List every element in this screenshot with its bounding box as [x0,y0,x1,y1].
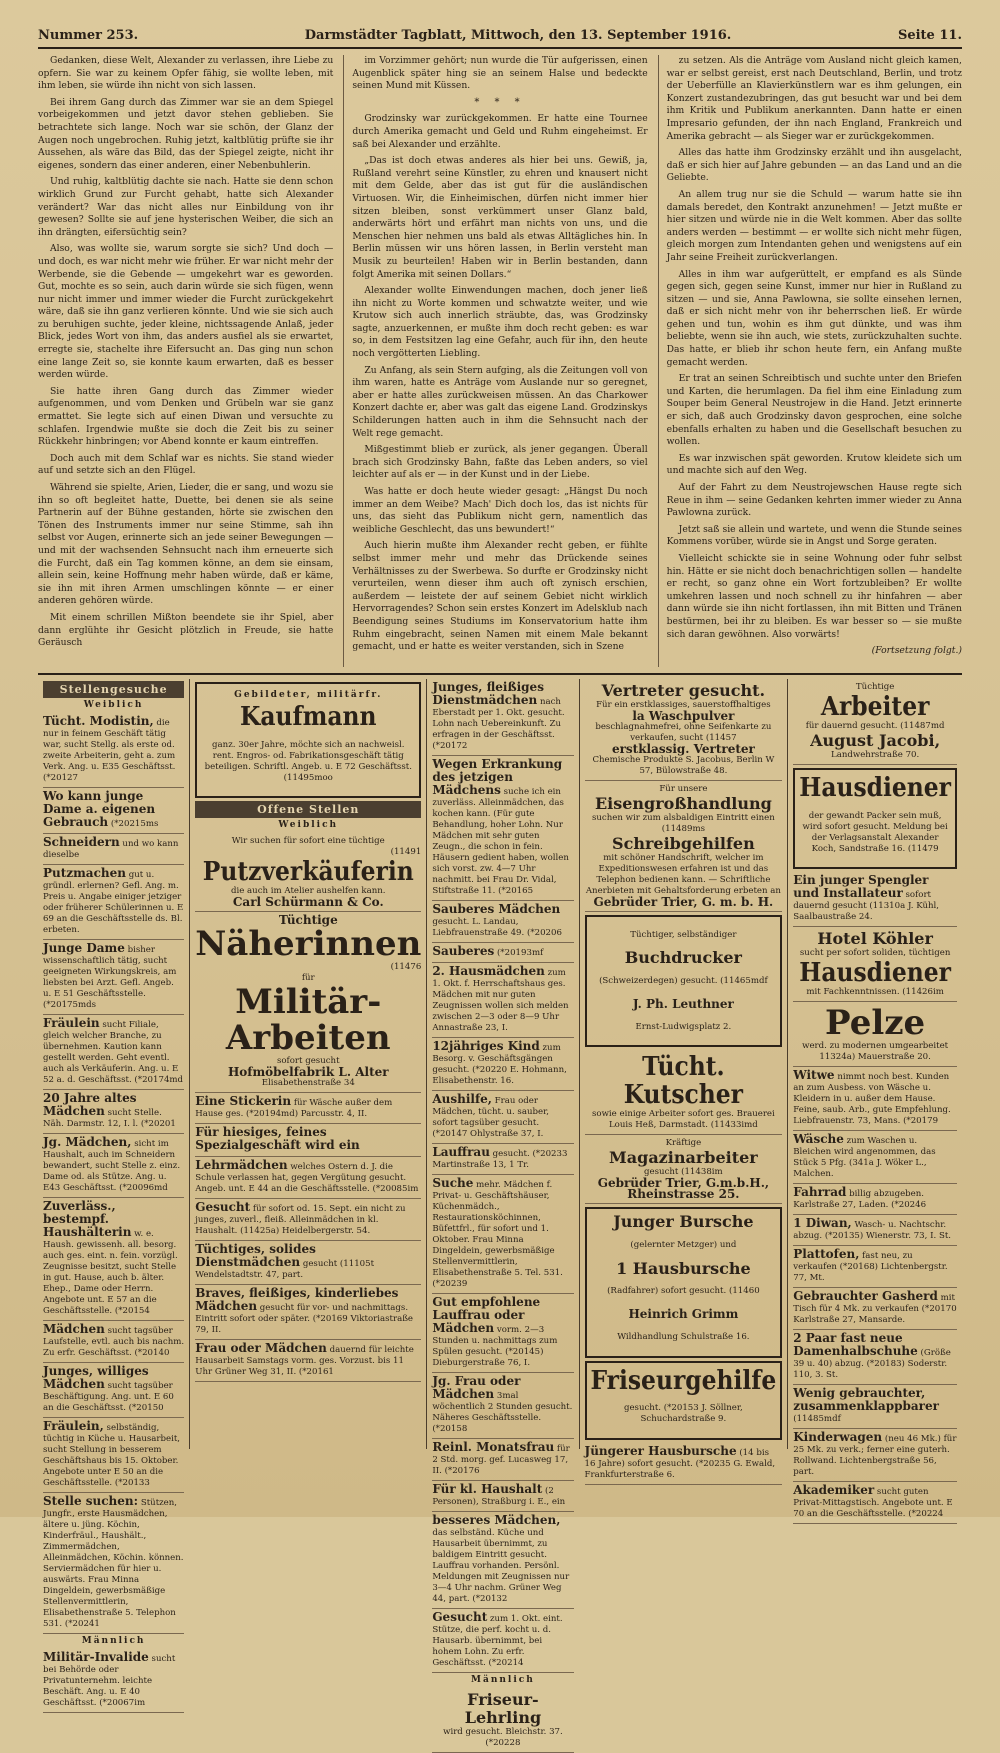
paragraph: Zu Anfang, als sein Stern aufging, als die Zeitungen voll von ihm waren, hatte es Anträge vom Auslande nur so geregnet, aber er hatte alles zurückweisen müssen. An das Charkower Konzert dachte er, aber was galt das eigene Land. Grodzinskys Schilderungen hatten auch in ihm die Sehnsucht nach der Welt rege gemacht. [352,364,648,439]
ad-lead: Tüchtiges, solides Dienstmädchen [195,1242,316,1270]
ad-text: beschlagnahmefrei, ohne Seifenkarte zu verkaufen, sucht (11457 [595,722,772,743]
ads-column-3 [426,679,578,1748]
ad-address: Elisabethenstraße 34 [261,1078,355,1089]
ad-lead: Junge Dame [43,941,125,955]
ad-bursche [585,1207,783,1357]
ad-text: Stützen, Jungfr., erste Hausmädchen, ältere u. jüng. Köchin, Kinderfräul., Haushält., Zimmermädchen, Alleinmädchen, Köchin. können. Serviermädchen für hier u. auswärts. Frau Minna Dingeldein, gewerbsmäßige Stellenvermittlerin, Elisabethenstraße 5. Telephon 531. (*20241 [43,1498,184,1629]
paragraph: Auf der Fahrt zu dem Neustrojewschen Hause regte sich Reue in ihm — seine Gedanken kehrten immer wieder zu Anna Pawlowna zurück. [666,482,962,519]
ads-column-1 [38,679,189,1708]
ad-text: sucht Stelle. Näh. Darmstr. 12, I. l. (*20201 [43,1108,176,1129]
ad-text: sucht per sofort soliden, tüchtigen [799,948,951,959]
subsection-female: Weiblich [83,700,144,710]
ad-friseurgehilfe [585,1361,783,1440]
ad-headline: Tücht. Kutscher [623,1052,743,1111]
ad-text: sucht tagsüber Beschäftigung. Ang. unt. E 60 an die Geschäftsst. (*20150 [43,1381,174,1413]
ad-headline: Friseurgehilfe [590,1365,777,1396]
classified-ad [43,1134,184,1198]
ad-text: das selbständ. Küche und Hausarbeit übernimmt, zu baldigem Eintritt gesucht. Lauffrau vorhanden. Persönl. Meldungen mit Zeugnissen nur 3—4 Uhr nachm. Grüner Weg 44, part. (*20132 [432,1528,570,1604]
ad-naeherinnen [195,912,421,1093]
subsection-female: Weiblich [278,820,339,831]
ad-text: mit schöner Handschrift, welcher im Expeditionswesen erfahren ist und das Telephon bedienen kann. — Schriftliche Anerbieten mit Gehaltsforderung erbeten an [585,853,781,896]
paragraph: Also, was wollte sie, warum sorgte sie sich? Und doch — und doch, es war nicht mehr wie früher. Er war nicht mehr der Werbende, sie die Gebende — umgekehrt war es geworden. Gut, mochte es so sein, auch darin würde sie sich fügen, wenn nur nicht immer und immer wieder die Furcht zurückgekehrt wäre, daß sie ihn ganz verlieren könnte. Und wie sie sich auch zu beruhigen suchte, jeder kleine, nichtssagende Anlaß, jeder Blick, jedes Wort von ihm, das anders ausfiel als sie erwartet, erregte sie, stachelte ihre Eifersucht an. Das ging nun schon eine lange Zeit so, sie konnte kaum erwarten, daß es besser werden würde. [38,243,334,381]
ad-text: (Radfahrer) sofort gesucht. (11460 [607,1286,760,1297]
ad-lead: Stelle suchen: [43,1494,139,1508]
classified-ad [432,756,573,901]
ad-lead: Putzmachen [43,866,126,880]
ad-text: sucht guten Privat-Mittagstisch. Angebote unt. E 70 an die Geschäftsstelle. (*20224 [793,1487,953,1520]
classified-ad [432,1609,573,1673]
paragraph: Alles in ihm war aufgerüttelt, er empfand es als Sünde gegen sich, gegen seine Kunst, immer nur hier in Rußland zu sitzen — und sie, Anna Pawlowna, sie sollte einsehen lernen, daß er sich nicht mehr von ihr beherrschen ließ. Er würde gehen und tun, wohin es ihm gut dünkte, und was ihm beliebte, wenn sie ihn auch, wie stets, zurückzuhalten suchte. Das hatte, er blieb ihr schon heute fern, ein Anfang mußte gemacht werden. [666,268,962,368]
ad-number: (11491 [390,847,422,858]
ad-headline: Junger Bursche [613,1212,754,1232]
ad-lead: 20 Jahre altes Mädchen [43,1091,137,1118]
ad-hausdiener [793,768,957,869]
ad-text: zum Besorg. v. Geschäftsgängen gesucht. (*20220 E. Hohmann, Elisabethenstr. 16. [432,1043,567,1086]
page-number-left: Nummer 253. [38,28,139,43]
section-separator: * * * [474,96,526,108]
ad-lead: Zuverläss., bestempf. Haushälterin [43,1199,132,1239]
classified-ad [43,788,184,834]
ad-lead: Wegen Erkrankung des jetzigen Mädchens [432,757,563,797]
ad-lead: Frau oder Mädchen [195,1341,327,1356]
classified-ad [793,1385,957,1429]
ad-text: sowie einige Arbeiter sofort ges. Brauerei Louis Heß, Darmstadt. (11433imd [591,1109,775,1131]
ad-text: gesucht. (*20233 Martinstraße 13, 1 Tr. [432,1149,568,1170]
classified-ad [43,940,184,1015]
classified-ad [43,1321,184,1363]
ad-lead: Ein junger Spengler und Installateur [793,873,929,901]
ad-text: gesucht (11105t Wendelstadtstr. 47, part. [195,1259,375,1281]
classified-ad [432,1294,573,1373]
ad-text: w. e. Haush. gewissenh. all. besorg. auch ges. eint. n. fein. vorzügl. Zeugnisse besitzt, sucht Stelle in gut. Hause, auch b. älter. Ehep., Dame oder Herrn. Angebote unt. E 57 an die Geschäftsstelle. (*20154 [43,1229,178,1316]
paragraph: Jetzt saß sie allein und wartete, und wenn die Stunde seines Kommens vorüber, würde sie in Angst und Sorge geraten. [666,523,962,548]
ad-kutscher [585,1050,783,1135]
ad-text: Frau oder Mädchen, tücht. u. sauber, sofort tagsüber gesucht. (*20147 Ohlystraße 37, I. [432,1096,549,1139]
ad-lead: Jüngerer Hausbursche [584,1443,737,1458]
ad-headline-2: 1 Hausbursche [616,1258,751,1278]
paragraph: Und ruhig, kaltblütig dachte sie nach. Hatte sie denn schon wirklich Grund zur Furcht gehabt, hatte sich Alexander verändert? War das nicht alles nur Einbildung von ihr gewesen? Sollte sie auf jene hysterischen Weiber, die sich an ihn drängten, eifersüchtig sein? [38,176,334,238]
classified-ad [195,1199,421,1241]
ad-text: werd. zu modernen umgearbeitet 11324a) Mauerstraße 20. [802,1041,949,1063]
ad-headline-2: Schreibgehilfen [612,834,755,853]
paragraph: Er trat an seinen Schreibtisch und suchte unter den Briefen und Karten, die herumlagen. Da fiel ihm eine Einladung zum Souper beim General Neustrojew in die Hand. Jetzt erinnerte er sich, daß auch Grodzinsky davon gesprochen, eine solche ebenfalls erhalten zu haben und die Gesellschaft besuchen zu wollen. [666,373,962,448]
paragraph: Während sie spielte, Arien, Lieder, die er sang, und wozu sie ihn so oft begleitet hatte, Duette, bei denen sie als seine Partnerin auf der Bühne gestanden, hörte sie zwischen den Tönen des Instruments immer nur seine Stimme, sah ihn selbst vor Augen, erinnerte sich an jede seiner Bewegungen — und mit der wachsenden Sehnsucht nach ihm erneuerte sich die Furcht, daß ein Tag kommen könne, an dem sie einsam, allein sein, keine Hoffnung mehr haben würde, daß er käme, sie ihn mit ihren Armen umschlingen könnte — er einer anderen gehören würde. [38,482,334,607]
ad-text: (2 Personen), Straßburg i. E., ein [432,1486,566,1507]
paragraph: im Vorzimmer gehört; nun wurde die Tür aufgerissen, einen Augenblick später hing sie an seinem Halse und bedeckte seinen Mund mit Küssen. [352,55,648,92]
ad-subhead: erstklassig. Vertreter [611,742,755,756]
ad-address: Ernst-Ludwigsplatz 2. [635,1021,732,1032]
ad-lead: Lauffrau [432,1145,490,1159]
ad-text: die auch im Atelier aushelfen kann. [230,886,386,897]
ad-firm: Heinrich Grimm [628,1307,739,1322]
ad-top: Kräftige [665,1138,702,1149]
paragraph: Mißgestimmt blieb er zurück, als jener gegangen. Überall brach sich Grodzinsky Bahn, faßte das Leben anders, so viel leichter auf als er — in der Kunst und in der Liebe. [352,444,648,481]
ads-column-5 [787,679,962,1520]
ad-text: selbständig, tüchtig in Küche u. Hausarbeit, sucht Stellung in besserem Geschäftshaus bis 15. Oktober. Angebote unter E 50 an die Geschäftsstelle. (*20133 [43,1423,181,1488]
ad-text: zum Waschen u. Bleichen wird angenommen, das Stück 5 Pfg. (341a J. Wöker L., Malchen. [793,1136,936,1180]
classified-ad [793,1184,957,1215]
classified-ad [432,963,573,1038]
ad-text: für 2 Std. morg. gef. Lucasweg 17, II. (*20176 [432,1444,570,1476]
ad-firm: Chemische Produkte S. Jacobus, Berlin W 57, Bülowstraße 48. [592,755,775,776]
ad-text: vorm. 2—3 Stunden u. nachmittags zum Spülen gesucht. (*20145) Dieburgerstraße 76, I. [432,1325,558,1368]
paragraph: Mit einem schrillen Mißton beendete sie ihr Spiel, aber dann erglühte ihr Gesicht plötzlich in Freude, sie hatte Geräusch [38,611,334,649]
ad-headline-2: Hausdiener [799,958,952,989]
ad-lead: Friseur-Lehrling [464,1690,542,1727]
ad-text: (Schweizerdegen) gesucht. (11465mdf [599,975,768,986]
classified-ad [195,1241,421,1285]
ad-text: für dauernd gesucht. (11487md [805,721,945,731]
classified-ad [793,1429,957,1482]
masthead [38,28,962,49]
paragraph: Bei ihrem Gang durch das Zimmer war sie an dem Spiegel vorbeigekommen und jetzt davor stehen geblieben. Sie betrachtete sich lange. Noch war sie schön, der Glanz der Augen noch ungebrochen. Ruhig jetzt, kaltblütig prüfte sie ihr Aussehen, als wäre das Bild, das der Spiegel zeigte, nicht ihr eigenes, sondern das einer anderen, einer Nebenbuhlerin. [38,96,334,171]
story-column-3 [658,55,962,667]
ad-firm: August Jacobi, [810,731,941,750]
ad-top: Wir suchen für sofort eine tüchtige [231,836,385,847]
classified-ad [43,865,184,940]
ad-text: sofort gesucht [276,1056,340,1067]
classified-ad [432,1038,573,1091]
ad-lead: Wenig gebrauchter, zusammenklappbarer [793,1386,939,1414]
paragraph: „Das ist doch etwas anderes als hier bei uns. Gewiß, ja, Rußland verehrt seine Künstler, zu ehren und knausert nicht mit dem Gelde, aber das ist gut für die ausländischen Virtuosen. Wir, die Einheimischen, dürfen nicht immer hier sitzen bleiben, sonst verkümmert unser Glanz bald, anderwärts hört und erfährt man nichts von uns, und die Menschen hier nehmen uns bald als etwas Alltägliches hin. In Berlin müssen wir uns hören lassen, in Berlin versteht man Musik zu beurteilen! Haben wir in Berlin bestanden, dann folgt Amerika mit seinen Dollars.“ [352,155,648,280]
ad-text: bisher wissenschaftlich tätig, sucht geeigneten Wirkungskreis, am liebsten bei Arzt. Gefl. Angeb. u. E 51 Geschäftsstelle. (*20175mds [43,945,177,1010]
serial-story [38,55,962,675]
paragraph: Alexander wollte Einwendungen machen, doch jener ließ ihn nicht zu Worte kommen und schwatzte weiter, und wie Krutow sich auch innerlich sträubte, das, was Grodzinsky sagte, anzuerkennen, er mußte ihm doch recht geben: es war so, in dem Festsitzen lag eine Gefahr, auch für ihn, den heute noch vergötterten Liebling. [352,285,648,360]
ad-text: (14 bis 16 Jahre) sofort gesucht. (*20235 G. Ewald, Frankfurterstraße 6. [584,1447,776,1480]
ad-headline: Hotel Köhler [817,929,933,949]
ad-text: zum 1. Okt. eint. Stütze, die perf. kocht u. d. Hausarb. übernimmt, bei hohem Lohn. Zu erfr. Geschäftsst. (*20214 [432,1614,563,1668]
ad-text: und wo kann dieselbe [43,839,179,860]
subsection-male: Männlich [81,1636,146,1646]
classified-ad [432,1439,573,1481]
ad-lead: Kinderwagen [793,1430,883,1445]
ad-text: für [301,973,315,984]
classified-ad [793,1067,957,1131]
ad-text: sicht im Haushalt, auch im Schneidern bewandert, sucht Stelle z. einz. Dame od. als Stütze. Ang. u. E43 Geschäftsst. (*20096md [43,1139,181,1193]
ad-text: mehr. Mädchen f. Privat- u. Geschäftshäuser, Küchenmädch., Restaurationsköchinnen, Büfettfrl., für sofort und 1. Oktober. Frau Minna Dingeldein, gewerbsmäßige Stellenvermittlerin, Elisabethenstraße 5. Tel. 531. (*20239 [432,1180,563,1289]
ad-product: la Waschpulver [632,709,735,723]
ad-lead: Für hiesiges, feines Spezialgeschäft wird ein [195,1125,360,1153]
classified-ad [43,1090,184,1134]
ad-pelze [793,1002,957,1067]
classified-ad [43,1363,184,1418]
ad-text: für sofort od. 15. Sept. ein nicht zu junges, zuverl., fleiß. Alleinmädchen in kl. Haushalt. (11425a) Heidelbergerstr. 54. [195,1204,406,1237]
ad-lead: Jg. Frau oder Mädchen [432,1374,521,1401]
ad-lead: Militär-Invalide [43,1650,149,1664]
ad-buchdrucker [585,915,783,1047]
paragraph: Sie hatte ihren Gang durch das Zimmer wieder aufgenommen, und vom Denken und Grübeln war sie ganz ermattet. Sie legte sich auf einen Diwan und versuchte zu schlafen. Irgendwie mußte sie doch die Zeit bis zu seiner Rückkehr hinbringen; vor Abend konnte er kaum eintreffen. [38,385,334,448]
ad-headline: Kaufmann [240,702,377,732]
ad-headline: Magazinarbeiter [609,1148,758,1168]
ad-headline: Näherinnen [195,924,422,965]
ad-lead: Suche [432,1176,474,1190]
ad-lead: 2. Hausmädchen [432,964,545,978]
paragraph: Alles das hatte ihm Grodzinsky erzählt und ihn ausgelacht, daß er sich hier auf Jahre gebunden — an das Land und an die Geliebte. [666,147,962,184]
ad-text: ganz. 30er Jahre, möchte sich an nachweisl. rent. Engros- od. Fabrikationsgeschäft tätig beteiligen. Schriftl. Angeb. u. E 72 Geschäftsst. (11495moo [204,739,412,783]
ad-text: nimmt noch best. Kunden an zum Ausbess. von Wäsche u. Kleidern in u. außer dem Hause. Feine, saub. Arb., gute Empfehlung. Liebfrauenstr. 73, Mans. (*20179 [793,1072,951,1127]
ad-text: sucht Filiale, gleich welcher Branche, zu übernehmen. Kaution kann gestellt werden. Geht eventl. auch als Verkäuferin. Ang. u. E 52 a. d. Geschäftsst. (*20174md [43,1020,184,1085]
ad-putzverkaeuferin [195,833,421,912]
ad-lead: Gut empfohlene Lauffrau oder Mädchen [432,1295,541,1335]
ad-text: suchen wir zum alsbaldigen Eintritt einen (11489ms [591,813,775,834]
ad-text: sucht bei Behörde oder Privatunternehm. leichte Beschäft. Ang. u. E 40 Geschäftsst. (*20067im [43,1654,176,1708]
ad-text: dauernd für leichte Hausarbeit Samstags vorm. ges. Vorzust. bis 11 Uhr Grüner Weg 31, II. (*20161 [195,1345,414,1378]
classified-ad [43,1493,184,1634]
ad-text: mit Tisch für 4 Mk. zu verkaufen (*20170 Karlstraße 27, Mansarde. [793,1293,957,1326]
ad-lead: Eine Stickerin [195,1094,292,1109]
ad-lead: Lehrmädchen [195,1158,288,1173]
ad-top: Für unsere [659,784,708,794]
classified-ad [432,1512,573,1609]
classified-ad [432,901,573,943]
classified-ad [43,1649,184,1713]
ad-headline: Putzverkäuferin [202,857,414,888]
ad-lead: Sauberes [432,944,495,958]
ads-column-2 [189,679,426,1449]
subsection-male: Männlich [471,1675,535,1685]
classified-ad [43,834,184,865]
classified-ad [195,1124,421,1157]
classified-ad [432,1091,573,1144]
ad-address: Landwehrstraße 70. [830,750,920,760]
page-number-right: Seite 11. [897,28,962,43]
ad-lead: Wo kann junge Dame a. eigenen Gebrauch [43,789,156,829]
paragraph: Doch auch mit dem Schlaf war es nichts. Sie stand wieder auf und setzte sich an den Flügel. [38,452,334,477]
ad-lead: Witwe [793,1068,835,1083]
ad-text: Wasch- u. Nachtschr. abzug. (*20135) Wienerstr. 73, I. St. [793,1220,952,1242]
ad-top: Tüchtige [278,913,338,928]
classified-ad [585,1443,783,1485]
ad-text: suche ich ein zuverläss. Alleinmädchen, das kochen kann. (Für gute Behandlung, hoher Lohn. Nur Mädchen mit sehr guten Zeugn., die schon in fein. Häusern gedient haben, wollen sich vorst. zw. 4—7 Uhr nachmitt. bei Frau Dr. Vidal, Stiftstraße 11. (*20165 [432,787,569,896]
ad-lead: Tücht. Modistin, [43,714,154,728]
ad-lead: Für kl. Haushalt [432,1482,543,1496]
ad-magazinarbeiter [585,1135,783,1204]
ad-firm: Hofmöbelfabrik L. Alter [227,1065,389,1080]
continuation-note: (Fortsetzung folgt.) [871,645,962,657]
ad-lead: 12jähriges Kind [432,1039,540,1053]
ad-text: zum 1. Okt. f. Herrschaftshaus ges. Mädchen mit nur guten Zeugnissen wollen sich melden zwischen 2—3 oder 8—9 Uhr Annastraße 23, I. [432,968,569,1033]
ad-text: wird gesucht. Bleichstr. 37. (*20228 [443,1727,563,1748]
classified-ad [432,1481,573,1512]
ad-headline: Pelze [825,1003,926,1044]
ad-text: 3mal wöchentlich 2 Stunden gesucht. Näheres Geschäftsstelle. (*20158 [432,1391,573,1434]
ad-lead: Aushilfe, [432,1092,492,1106]
ad-text: der gewandt Packer sein muß, wird sofort gesucht. Meldung bei der Verlagsanstalt Alexander Koch, Sandstraße 16. (11479 [802,810,948,854]
ad-headline: Vertreter gesucht. [601,681,766,700]
paragraph: Vielleicht schickte sie in seine Wohnung oder fuhr selbst hin. Hätte er sie nicht doch benachrichtigen sollen — handelte er recht, so ganz ohne ein Wort fortzubleiben? Er wollte umkehren lassen und noch schnell zu ihr hinfahren — aber dann würde sie ihn nicht fortlassen, ihn mit Bitten und Tränen bestürmen, bei ihr zu bleiben. Es war besser so — sie mußte sich daran gewöhnen. Also vorwärts! [666,552,962,640]
ad-text: (neu 46 Mk.) für 25 Mk. zu verk.; ferner eine guterh. Rollwand. Lichtenbergstraße 56, part. [793,1434,957,1478]
ad-headline: Hausdiener [799,773,952,803]
ad-kaufmann [195,682,421,798]
story-column-1 [38,55,333,667]
classified-ad [793,1215,957,1246]
ad-number: (11476 [390,962,422,973]
ad-lead: Fräulein, [43,1419,104,1433]
ad-lead: Junges, fleißiges Dienstmädchen [432,680,544,707]
ad-headline: Eisengroßhandlung [594,794,772,813]
classified-ad [432,1688,573,1753]
ad-address: Wildhandlung Schulstraße 16. [617,1332,750,1343]
ad-text: nach Eberstadt per 1. Okt. gesucht. Lohn nach Uebereinkunft. Zu erfragen in der Geschäftsst. (*20172 [432,697,565,751]
ad-text: (gelernter Metzger) und [630,1239,737,1250]
ad-top: Gebildeter, militärfr. [234,690,383,700]
ad-text: Für ein erstklassiges, sauerstoffhaltiges [596,700,771,710]
paragraph: zu setzen. Als die Anträge vom Ausland nicht gleich kamen, war er selbst gereist, erst nach Deutschland, Berlin, und trotz der Ueberfülle an Klavierkünstlern war es ihm gelungen, ein Konzert zustandezubringen, das gut besucht war und bei dem ihm Kritik und Publikum anerkannten. Dann hatte er einen Impresario gefunden, der ihn nach England, Frankreich und Amerika gebracht — als Sieger war er zurückgekommen. [666,55,962,142]
ad-lead: Gebrauchter Gasherd [793,1289,938,1304]
classified-ad [432,679,573,756]
paragraph: Auch hierin mußte ihm Alexander recht geben, er fühlte selbst immer mehr und mehr das Drückende seines Verhältnisses zu der Swerbewa. So durfte er Grodzinsky nicht verurteilen, wenn dieser ihm auch oft zynisch erschien, außerdem — leistete der auf seinem Gebiet nicht wirklich Hervorragendes? Schon sein erstes Konzert im Adelsklub nach Beendigung seines Studiums im Konservatorium hatte ihm Ruhm eingebracht, seinen Namen mit einem Male bekannt gemacht, und er hatte es weiter verstanden, sich in Szene [352,540,648,653]
classified-ad [432,1175,573,1294]
classified-ad [432,1373,573,1439]
ad-headline: Arbeiter [820,692,930,722]
ad-text: gesucht. (*20153 J. Söllner, Schuchardstraße 9. [623,1403,743,1425]
ad-lead: Gesucht [432,1610,488,1624]
classified-ad [432,943,573,963]
ad-text: sucht tagsüber Laufstelle, evtl. auch bis nachm. Zu erfr. Geschäftsst. (*20140 [43,1326,185,1358]
ad-top: Tüchtige [855,682,895,692]
classified-ad [195,1340,421,1382]
ad-text: sofort dauernd gesucht (11310a J. Kühl, Saalbaustraße 24. [793,890,939,923]
classified-ad [793,1246,957,1288]
ad-lead: Reinl. Monatsfrau [432,1440,555,1454]
classified-ad [43,1015,184,1090]
paragraph: Grodzinsky war zurückgekommen. Er hatte eine Tournee durch Amerika gemacht und Geld und Ruhm eingeheimst. Er saß bei Alexander und erzählte. [352,113,648,150]
ad-lead: Braves, fleißiges, kinderliebes Mädchen [195,1286,399,1314]
ad-text: gesucht. L. Landau, Liebfrauenstraße 49. (*20206 [432,917,562,938]
ad-hotel-koehler [793,927,957,1002]
ad-headline: Buchdrucker [624,948,742,968]
ad-text: für Wäsche außer dem Hause ges. (*20194md) Parcusstr. 4, II. [195,1098,393,1120]
ad-lead: Junges, williges Mädchen [43,1364,149,1391]
paragraph: An allem trug nur sie die Schuld — warum hatte sie ihn damals beredet, den Kontrakt anzunehmen! — Jetzt mußte er hier sitzen und würde nie in die Welt kommen. Aber das sollte anders werden — bestimmt — er wollte sich nicht mehr fügen, gleich morgen zum Intendanten gehen und wenigstens auf ein Jahr seine Freiheit zurückverlangen. [666,188,962,263]
classified-ad [432,1144,573,1175]
ad-firm: Gebrüder Trier, G. m. b. H. [593,895,774,909]
ad-text: gut u. gründl. erlernen? Gefl. Ang. m. Preis u. Angabe einiger jetziger oder früherer Schülerinnen u. E 69 an die Geschäftsstelle ds. Bl. erbeten. [43,870,184,935]
ad-lead: Fräulein [43,1016,100,1030]
classified-ads [38,679,962,1748]
ad-top: Tüchtiger, selbständiger [630,929,737,940]
classified-ad [195,1093,421,1124]
ad-text: (Größe 39 u. 40) abzug. (*20183) Soderstr. 110, 3. St. [793,1348,951,1381]
ad-firm: J. Ph. Leuthner [632,996,734,1011]
ad-text: mit Fachkenntnissen. (11426im [806,987,944,998]
newspaper-title-date: Darmstädter Tagblatt, Mittwoch, den 13. September 1916. [304,28,732,43]
paragraph: Gedanken, diese Welt, Alexander zu verlassen, ihre Liebe zu opfern. Sie war zu keinem Opfer fähig, sie wollte leben, mit ihm leben, sie würde ihn nicht von sich lassen. [38,55,334,92]
classified-ad [43,1198,184,1321]
ad-spengler [793,872,957,927]
ad-text: fast neu, zu verkaufen (*20168) Lichtenbergstr. 77, Mt. [793,1251,948,1284]
ad-lead: Sauberes Mädchen [432,902,561,916]
classified-ad [793,1131,957,1184]
ad-text: gesucht für vor- und nachmittags. Eintritt sofort oder später. (*20169 Viktoriastraße 79, II. [195,1303,414,1336]
ad-lead: Schneidern [43,835,120,849]
ad-lead: Akademiker [793,1483,875,1498]
ad-text: welches Ostern d. J. die Schule verlassen hat, gegen Vergütung gesucht. Angeb. unt. E 44 an die Geschäftsstelle. (*20085im [195,1162,419,1195]
ad-lead: Jg. Mädchen, [43,1135,132,1149]
paragraph: Es war inzwischen spät geworden. Krutow kleidete sich um und machte sich auf den Weg. [666,452,962,477]
ad-lead: Fahrrad [793,1185,847,1200]
classified-ad [43,713,184,788]
ad-lead: Plattofen, [793,1247,860,1262]
ad-lead: 1 Diwan, [793,1216,852,1231]
ad-lead: Gesucht [195,1200,251,1215]
ad-eisengrosshandlung [585,781,783,912]
story-column-2 [343,55,647,667]
classified-ad [793,1288,957,1330]
classified-ad [793,1330,957,1385]
ad-lead: besseres Mädchen, [432,1513,561,1527]
classified-ad [195,1285,421,1340]
ad-text: die nur in feinem Geschäft tätig war, sucht Stellg. als erste od. zweite Arbeiterin, geht a. zum Verk. Ang. u. E35 Geschäftsst. (*20127 [43,718,176,783]
section-header-job-offers: Offene Stellen [195,801,421,818]
ad-firm: Carl Schürmann & Co. [232,895,384,910]
paragraph: Was hatte er doch heute wieder gesagt: „Hängst Du noch immer an dem Weibe? Mach' Dich doch los, das ist nichts für uns, das sieht das Publikum nicht gern, namentlich das weibliche Geschlecht, das uns bewundert!“ [352,486,648,535]
ad-text: billig abzugeben. Karlstraße 27, Laden. (*20246 [793,1189,927,1211]
classified-ad [195,1157,421,1199]
ad-text: (11485mdf [793,1414,841,1425]
ad-vertreter [585,679,783,781]
classified-ad [43,1418,184,1493]
ad-lead: 2 Paar fast neue Damenhalbschuhe [793,1331,918,1359]
section-header-job-wanted: Stellengesuche [43,681,184,698]
ad-lead: Wäsche [793,1132,844,1147]
ad-text: (*20215ms [110,819,159,829]
ad-text: gesucht (11438im [644,1167,723,1178]
ads-column-4 [579,679,788,1480]
ad-headline-2: Militär-Arbeiten [225,982,391,1059]
classified-ad [793,1482,957,1524]
ad-text: (*20193mf [496,948,544,958]
ad-arbeiter [793,679,957,765]
ad-lead: Mädchen [43,1322,105,1336]
ad-firm: Gebrüder Trier, G.m.b.H., Rheinstrasse 25. [597,1176,770,1202]
